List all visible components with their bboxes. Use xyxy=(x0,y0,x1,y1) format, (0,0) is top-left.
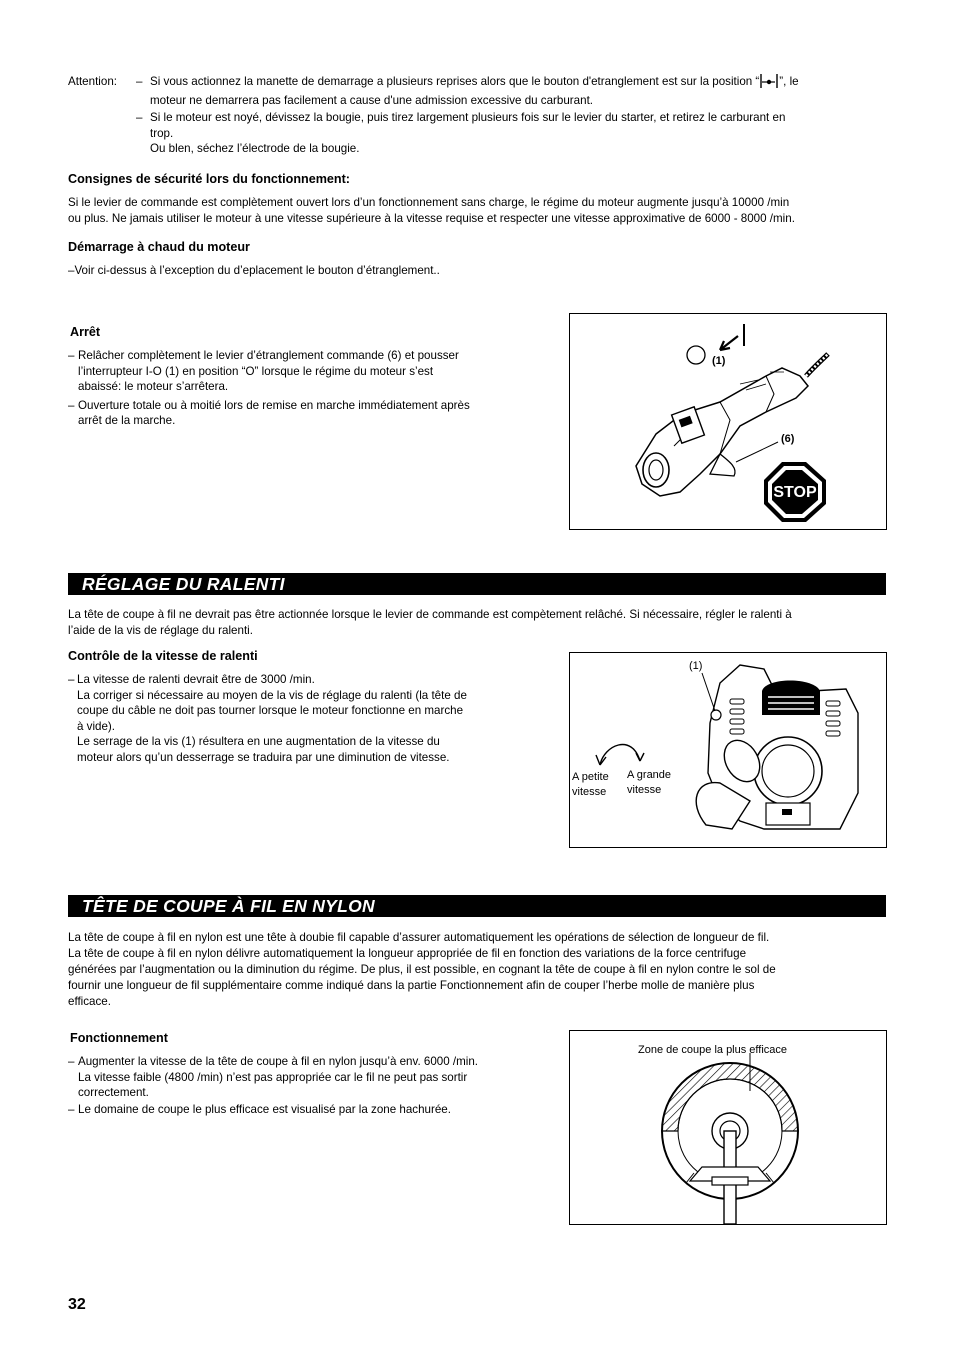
safety-title: Consignes de sécurité lors du fonctionnement: xyxy=(68,172,350,186)
idle-line-2: La corriger si nécessaire au moyen de la vis de réglage du ralenti (la tête de xyxy=(77,688,467,702)
stop-item-1-line-2: l’interrupteur I-O (1) en position “O” lorsque le régime du moteur s’est xyxy=(78,364,434,378)
dash: – xyxy=(68,673,75,686)
nylon-item-2 xyxy=(68,1102,538,1118)
choke-symbol-icon xyxy=(759,74,779,93)
dash: – xyxy=(68,1055,75,1068)
nylon-intro xyxy=(68,930,898,1010)
safety-line-1: Si le levier de commande est complètement ouvert lors d’un fonctionnement sans charge, le régime du moteur augmente jusqu’à 10000 /min xyxy=(68,196,790,209)
page-number: 32 xyxy=(68,1296,86,1313)
nylon-intro-line-5: efficace. xyxy=(68,995,111,1008)
idle-intro xyxy=(68,607,898,638)
warm-start-title: Démarrage à chaud du moteur xyxy=(68,240,250,254)
stop-item-1 xyxy=(68,348,538,395)
stop-item-2 xyxy=(68,398,538,429)
idle-figure xyxy=(569,652,887,848)
cutting-zone-caption: Zone de coupe la plus efficace xyxy=(638,1044,788,1056)
stop-item-1-line-3: abaissé: le moteur s’arrêtera. xyxy=(78,380,229,393)
stop-item-2-line-1: Ouverture totale ou à moitié lors de remise en marche immédiatement après xyxy=(78,398,470,412)
arrow-icon xyxy=(720,336,738,350)
warm-start-text xyxy=(68,263,440,279)
nylon-item-1-line-2: La vitesse faible (4800 /min) n’est pas appropriée car le fil ne peut pas sortir xyxy=(78,1070,468,1084)
stop-list xyxy=(68,348,538,429)
attention-item-2 xyxy=(136,110,886,157)
attention-item-2-line-3: Ou blen, séchez l’électrode de la bougie. xyxy=(150,142,360,155)
attention-item-1 xyxy=(136,74,886,108)
cutting-head-illustration xyxy=(570,1031,886,1224)
throttle-handle-illustration xyxy=(570,314,886,529)
nylon-intro-line-1: La tête de coupe à fil en nylon est une tête à doubie fil capable d’assurer automatiquement les opérations de sélection de longueur de fil. xyxy=(68,931,770,944)
dash: – xyxy=(68,264,75,277)
nylon-intro-line-4: fournir une longueur de fil supplémentaire comme indiqué dans la partie Fonctionnement afin de couper l’herbe molle de manière plus xyxy=(68,979,755,992)
nylon-subtitle: Fonctionnement xyxy=(70,1031,168,1045)
idle-line-4: à vide). xyxy=(77,719,116,733)
engine-illustration xyxy=(570,653,886,847)
low-speed-line-1: A petite xyxy=(572,771,609,783)
attention-label: Attention: xyxy=(68,75,117,88)
high-speed-line-1: A grande xyxy=(627,769,672,781)
attention-item-1-text: Si vous actionnez la manette de demarrage a plusieurs reprises alors que le bouton d'etranglement est sur la position “ xyxy=(150,75,760,88)
high-speed-label xyxy=(627,768,671,798)
nylon-list xyxy=(68,1054,538,1117)
idle-line-3: coupe du câble ne doit pas tourner lorsque le moteur fonctionne en marche xyxy=(77,704,464,717)
attention-item-2-line-1: Si le moteur est noyé, dévissez la bougie, puis tirez largement plusieurs fois sur le levier du starter, et retirez le carburant en xyxy=(150,111,786,124)
section-header-nylon: TÊTE DE COUPE À FIL EN NYLON xyxy=(68,895,886,917)
attention-item-1-text-end: ”, le xyxy=(779,75,799,88)
cutting-zone-figure xyxy=(569,1030,887,1225)
nylon-item-1 xyxy=(68,1054,538,1101)
idle-line-6: moteur alors qu’un desserrage se traduira par une diminution de vitesse. xyxy=(77,750,450,764)
stop-figure xyxy=(569,313,887,530)
nylon-item-1-line-3: correctement. xyxy=(78,1086,149,1099)
section-header-idle: RÉGLAGE DU RALENTI xyxy=(68,573,886,595)
nylon-intro-line-3: générées par l’augmentation ou la diminution du régime. De plus, il est possible, en cognant la tête de coupe à fil en nylon contre le sol de xyxy=(68,963,776,976)
dash: – xyxy=(68,1102,75,1116)
dash: – xyxy=(68,349,75,362)
attention-list xyxy=(136,74,886,157)
attention-item-2-line-2: trop. xyxy=(150,126,174,140)
stop-title: Arrêt xyxy=(70,325,101,339)
idle-intro-line-1: La tête de coupe à fil ne devrait pas être actionnée lorsque le levier de commande est compètement relâché. Si nécessaire, régler le ralenti à xyxy=(68,608,792,621)
idle-intro-line-2: l’aide de la vis de réglage du ralenti. xyxy=(68,623,253,637)
safety-text xyxy=(68,195,898,226)
dash: – xyxy=(136,111,143,124)
rotation-arrow-icon xyxy=(600,745,640,765)
idle-item xyxy=(68,672,538,765)
idle-line-5: Le serrage de la vis (1) résultera en une augmentation de la vitesse du xyxy=(77,735,440,748)
switch-off-icon xyxy=(687,346,705,364)
idle-text xyxy=(68,672,538,765)
fig-label-6: (6) xyxy=(781,433,795,445)
nylon-intro-line-2: La tête de coupe à fil en nylon délivre automatiquement la longueur appropriée de fil en fonction des variations de la force centrifuge xyxy=(68,947,747,960)
low-speed-label xyxy=(572,770,609,800)
low-speed-line-2: vitesse xyxy=(572,786,607,798)
fig-label-1: (1) xyxy=(712,355,726,367)
stop-sign-label: STOP xyxy=(773,484,817,501)
stop-item-1-line-1: Relâcher complètement le levier d’étranglement commande (6) et pousser xyxy=(78,349,459,362)
nylon-item-1-line-1: Augmenter la vitesse de la tête de coupe à fil en nylon jusqu’à env. 6000 /min. xyxy=(78,1055,479,1068)
nylon-item-2-line-1: Le domaine de coupe le plus efficace est visualisé par la zone hachurée. xyxy=(78,1102,451,1116)
dash: – xyxy=(136,75,143,88)
idle-line-1: La vitesse de ralenti devrait être de 3000 /min. xyxy=(77,673,315,686)
warm-start-line: Voir ci-dessus à l’exception du d’eplacement le bouton d’étranglement.. xyxy=(74,264,440,277)
idle-fig-label-1: (1) xyxy=(689,660,703,672)
attention-item-1-line-2: moteur ne demarrera pas facilement a cause d'une admission excessive du carburant. xyxy=(150,93,594,107)
idle-subtitle: Contrôle de la vitesse de ralenti xyxy=(68,649,258,663)
safety-line-2: ou plus. Ne jamais utiliser le moteur à une vitesse supérieure à la vitesse requise et respecter une vitesse approximative de 6000 - 8000 /min. xyxy=(68,211,795,225)
dash: – xyxy=(68,398,75,412)
stop-item-2-line-2: arrêt de la marche. xyxy=(78,414,176,427)
high-speed-line-2: vitesse xyxy=(627,784,662,796)
